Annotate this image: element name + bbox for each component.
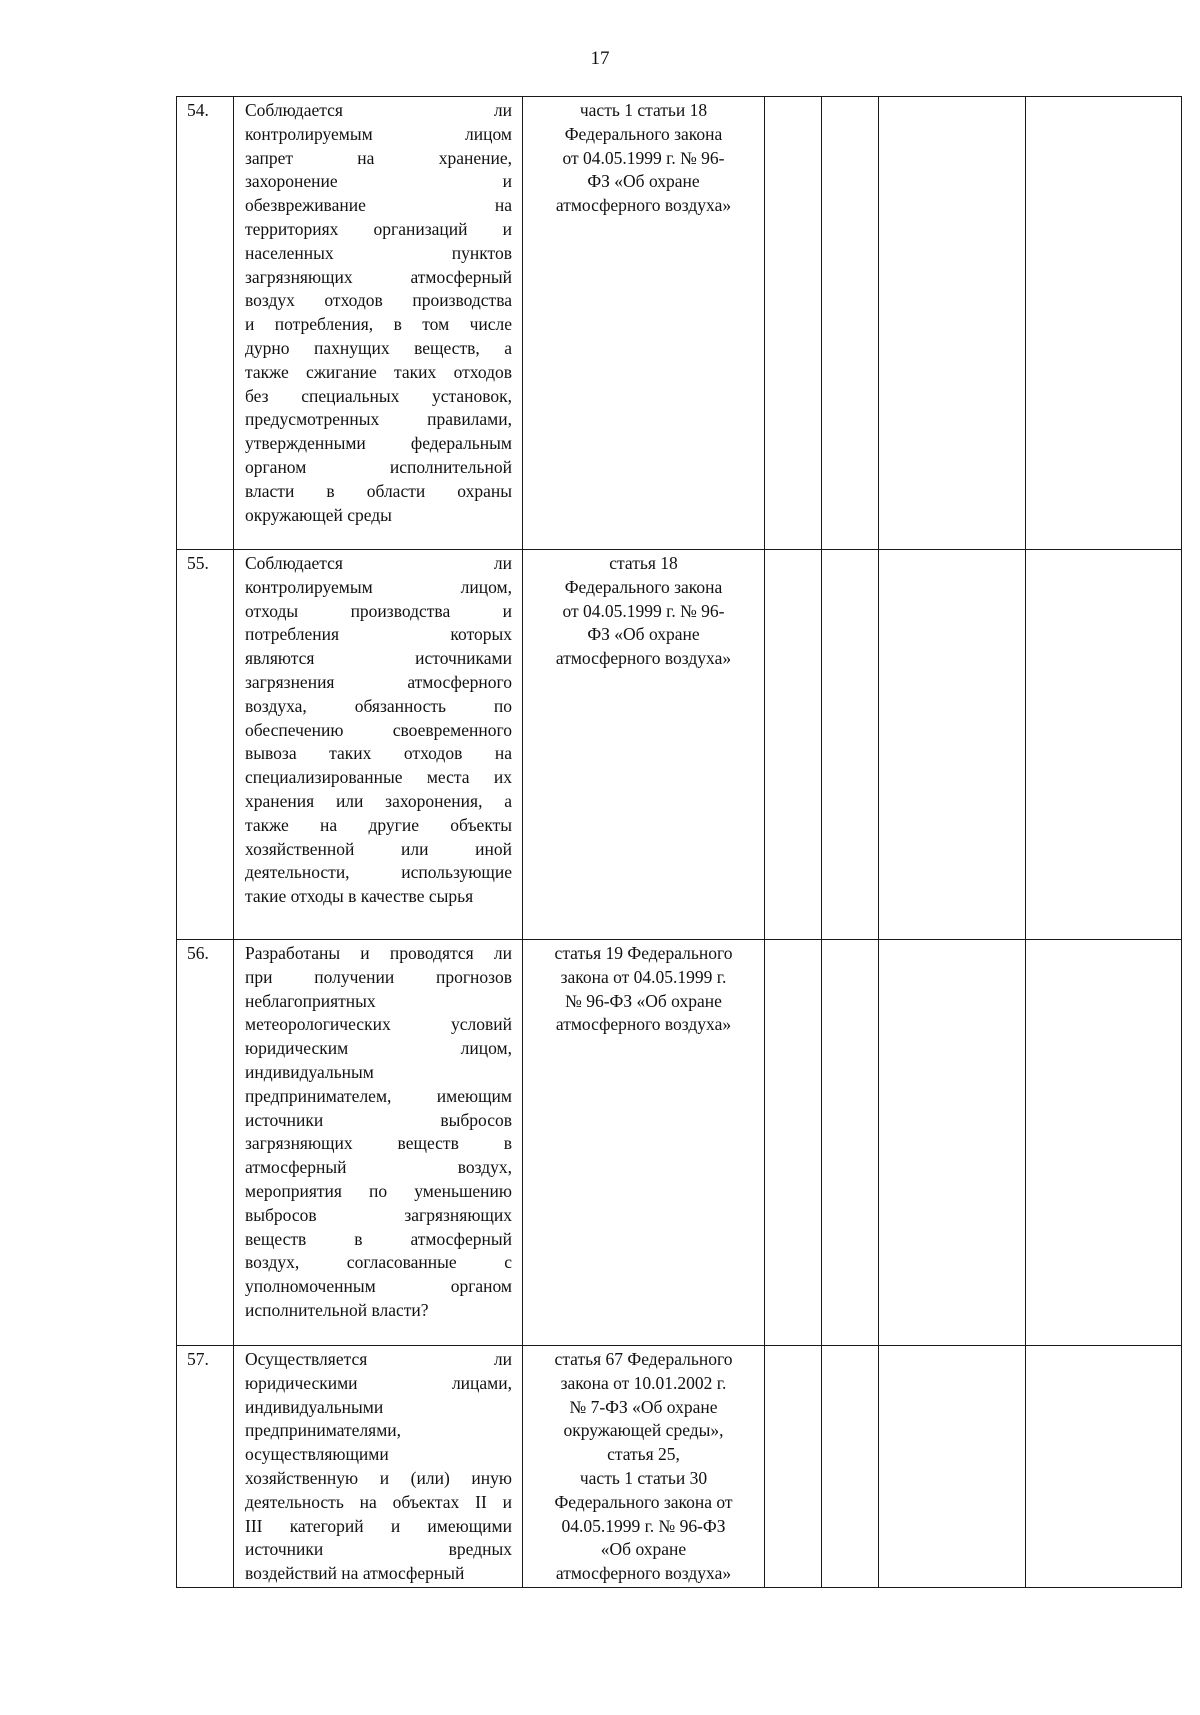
question-line: предпринимателями, xyxy=(245,1420,402,1441)
row-number: 55. xyxy=(177,550,234,940)
question-line: воздух отходов производства xyxy=(245,290,512,311)
question-line: при получении прогнозов xyxy=(245,966,512,987)
row-number: 57. xyxy=(177,1346,234,1588)
legal-basis-line: № 96-ФЗ «Об охране xyxy=(565,990,722,1011)
question-line: хозяйственной или иной xyxy=(245,838,512,859)
question-line: утвержденными федеральным xyxy=(245,433,512,454)
legal-basis-line: Федерального закона от xyxy=(554,1491,733,1512)
legal-basis-line: Федерального закона xyxy=(564,123,723,144)
question-line: юридическим лицом, xyxy=(245,1038,512,1059)
legal-basis xyxy=(523,97,765,550)
question-line: хозяйственную и (или) иную xyxy=(245,1467,512,1488)
note-cell xyxy=(1026,550,1182,940)
question-line: Соблюдается ли xyxy=(245,100,512,120)
question-line: исполнительной власти? xyxy=(245,1299,429,1320)
answer-yes-cell xyxy=(765,1346,822,1588)
question-line: уполномоченным органом xyxy=(245,1276,512,1297)
question-line: являются источниками xyxy=(245,648,512,669)
legal-basis-line: Федерального закона xyxy=(564,576,723,597)
question-line: населенных пунктов xyxy=(245,242,512,263)
row-number: 56. xyxy=(177,940,234,1346)
question-line: источники выбросов xyxy=(245,1109,512,1130)
legal-basis-line: 04.05.1999 г. № 96-ФЗ xyxy=(561,1515,726,1536)
legal-basis-line: от 04.05.1999 г. № 96- xyxy=(562,600,725,621)
question-line: хранения или захоронения, а xyxy=(245,790,512,811)
legal-basis-line: «Об охране xyxy=(600,1539,687,1560)
note-cell xyxy=(1026,940,1182,1346)
answer-no-cell xyxy=(822,1346,879,1588)
answer-yes-cell xyxy=(765,550,822,940)
table-row xyxy=(177,550,1182,940)
answer-na-cell xyxy=(879,1346,1026,1588)
question-line: юридическими лицами, xyxy=(245,1372,512,1393)
legal-basis-line: атмосферного воздуха» xyxy=(555,648,732,669)
answer-no-cell xyxy=(822,97,879,550)
question-line: деятельность на объектах II и xyxy=(245,1491,512,1512)
question-line: органом исполнительной xyxy=(245,456,512,477)
question-line: загрязняющих веществ в xyxy=(245,1133,512,1154)
question-line: источники вредных xyxy=(245,1539,512,1560)
requirement-question xyxy=(234,940,523,1346)
question-line: Соблюдается ли xyxy=(245,553,512,573)
answer-na-cell xyxy=(879,97,1026,550)
answer-yes-cell xyxy=(765,940,822,1346)
question-line: контролируемым лицом xyxy=(245,123,512,144)
legal-basis-line: атмосферного воздуха» xyxy=(555,195,732,216)
answer-no-cell xyxy=(822,550,879,940)
legal-basis xyxy=(523,940,765,1346)
question-line: и потребления, в том числе xyxy=(245,314,512,335)
question-line: потребления которых xyxy=(245,624,512,645)
question-line: загрязнения атмосферного xyxy=(245,671,512,692)
question-line: веществ в атмосферный xyxy=(245,1228,512,1249)
table-row xyxy=(177,1346,1182,1588)
question-line: территориях организаций и xyxy=(245,218,512,239)
question-line: власти в области охраны xyxy=(245,480,512,501)
legal-basis-line: № 7-ФЗ «Об охране xyxy=(569,1396,718,1417)
page-number: 17 xyxy=(590,48,610,69)
legal-basis-line: ФЗ «Об охране xyxy=(587,624,700,645)
legal-basis-line: атмосферного воздуха» xyxy=(555,1014,732,1035)
answer-na-cell xyxy=(879,940,1026,1346)
question-line: загрязняющих атмосферный xyxy=(245,266,512,287)
question-line: запрет на хранение, xyxy=(245,147,512,168)
legal-basis-line: ФЗ «Об охране xyxy=(587,171,700,192)
question-line: атмосферный воздух, xyxy=(245,1157,512,1178)
question-line: окружающей среды xyxy=(245,504,392,525)
question-line: дурно пахнущих веществ, а xyxy=(245,337,512,358)
checklist-table xyxy=(176,96,1182,1588)
question-line: предусмотренных правилами, xyxy=(245,409,512,430)
question-line: такие отходы в качестве сырья xyxy=(245,886,474,907)
question-line: мероприятия по уменьшению xyxy=(245,1180,512,1201)
requirement-question xyxy=(234,1346,523,1588)
row-number: 54. xyxy=(177,97,234,550)
question-line: специализированные места их xyxy=(245,767,512,788)
table-row xyxy=(177,97,1182,550)
legal-basis-line: статья 25, xyxy=(607,1444,680,1465)
question-line: воздуха, обязанность по xyxy=(245,695,512,716)
legal-basis-line: закона от 10.01.2002 г. xyxy=(560,1372,727,1393)
legal-basis xyxy=(523,550,765,940)
question-line: отходы производства и xyxy=(245,600,512,621)
question-line: метеорологических условий xyxy=(245,1014,512,1035)
requirement-question xyxy=(234,550,523,940)
answer-no-cell xyxy=(822,940,879,1346)
question-line: обезвреживание на xyxy=(245,195,512,216)
question-line: индивидуальным xyxy=(245,1061,374,1082)
question-line: воздух, согласованные с xyxy=(245,1252,512,1273)
legal-basis xyxy=(523,1346,765,1588)
requirement-question xyxy=(234,97,523,550)
question-line: деятельности, использующие xyxy=(245,862,512,883)
question-line: осуществляющими xyxy=(245,1444,389,1465)
question-line: обеспечению своевременного xyxy=(245,719,512,740)
table-row xyxy=(177,940,1182,1346)
question-line: контролируемым лицом, xyxy=(245,576,512,597)
question-line: индивидуальными xyxy=(245,1396,384,1417)
legal-basis-line: от 04.05.1999 г. № 96- xyxy=(562,147,725,168)
answer-na-cell xyxy=(879,550,1026,940)
legal-basis-line: закона от 04.05.1999 г. xyxy=(560,966,727,987)
question-line: предпринимателем, имеющим xyxy=(245,1085,512,1106)
question-line: неблагоприятных xyxy=(245,990,376,1011)
legal-basis-line: статья 19 Федерального xyxy=(554,943,733,963)
note-cell xyxy=(1026,97,1182,550)
question-line: воздействий на атмосферный xyxy=(245,1563,465,1584)
note-cell xyxy=(1026,1346,1182,1588)
question-line: III категорий и имеющими xyxy=(245,1515,512,1536)
question-line: Осуществляется ли xyxy=(245,1349,512,1369)
question-line: Разработаны и проводятся ли xyxy=(245,943,512,963)
legal-basis-line: атмосферного воздуха» xyxy=(555,1563,732,1584)
question-line: выбросов загрязняющих xyxy=(245,1204,512,1225)
legal-basis-line: окружающей среды», xyxy=(563,1420,724,1441)
question-line: без специальных установок, xyxy=(245,385,512,406)
question-line: также на другие объекты xyxy=(245,814,512,835)
legal-basis-line: статья 18 xyxy=(609,553,678,573)
question-line: захоронение и xyxy=(245,171,512,192)
legal-basis-line: часть 1 статьи 18 xyxy=(579,100,708,120)
legal-basis-line: часть 1 статьи 30 xyxy=(579,1467,708,1488)
question-line: вывоза таких отходов на xyxy=(245,743,512,764)
legal-basis-line: статья 67 Федерального xyxy=(554,1349,733,1369)
answer-yes-cell xyxy=(765,97,822,550)
question-line: также сжигание таких отходов xyxy=(245,361,512,382)
